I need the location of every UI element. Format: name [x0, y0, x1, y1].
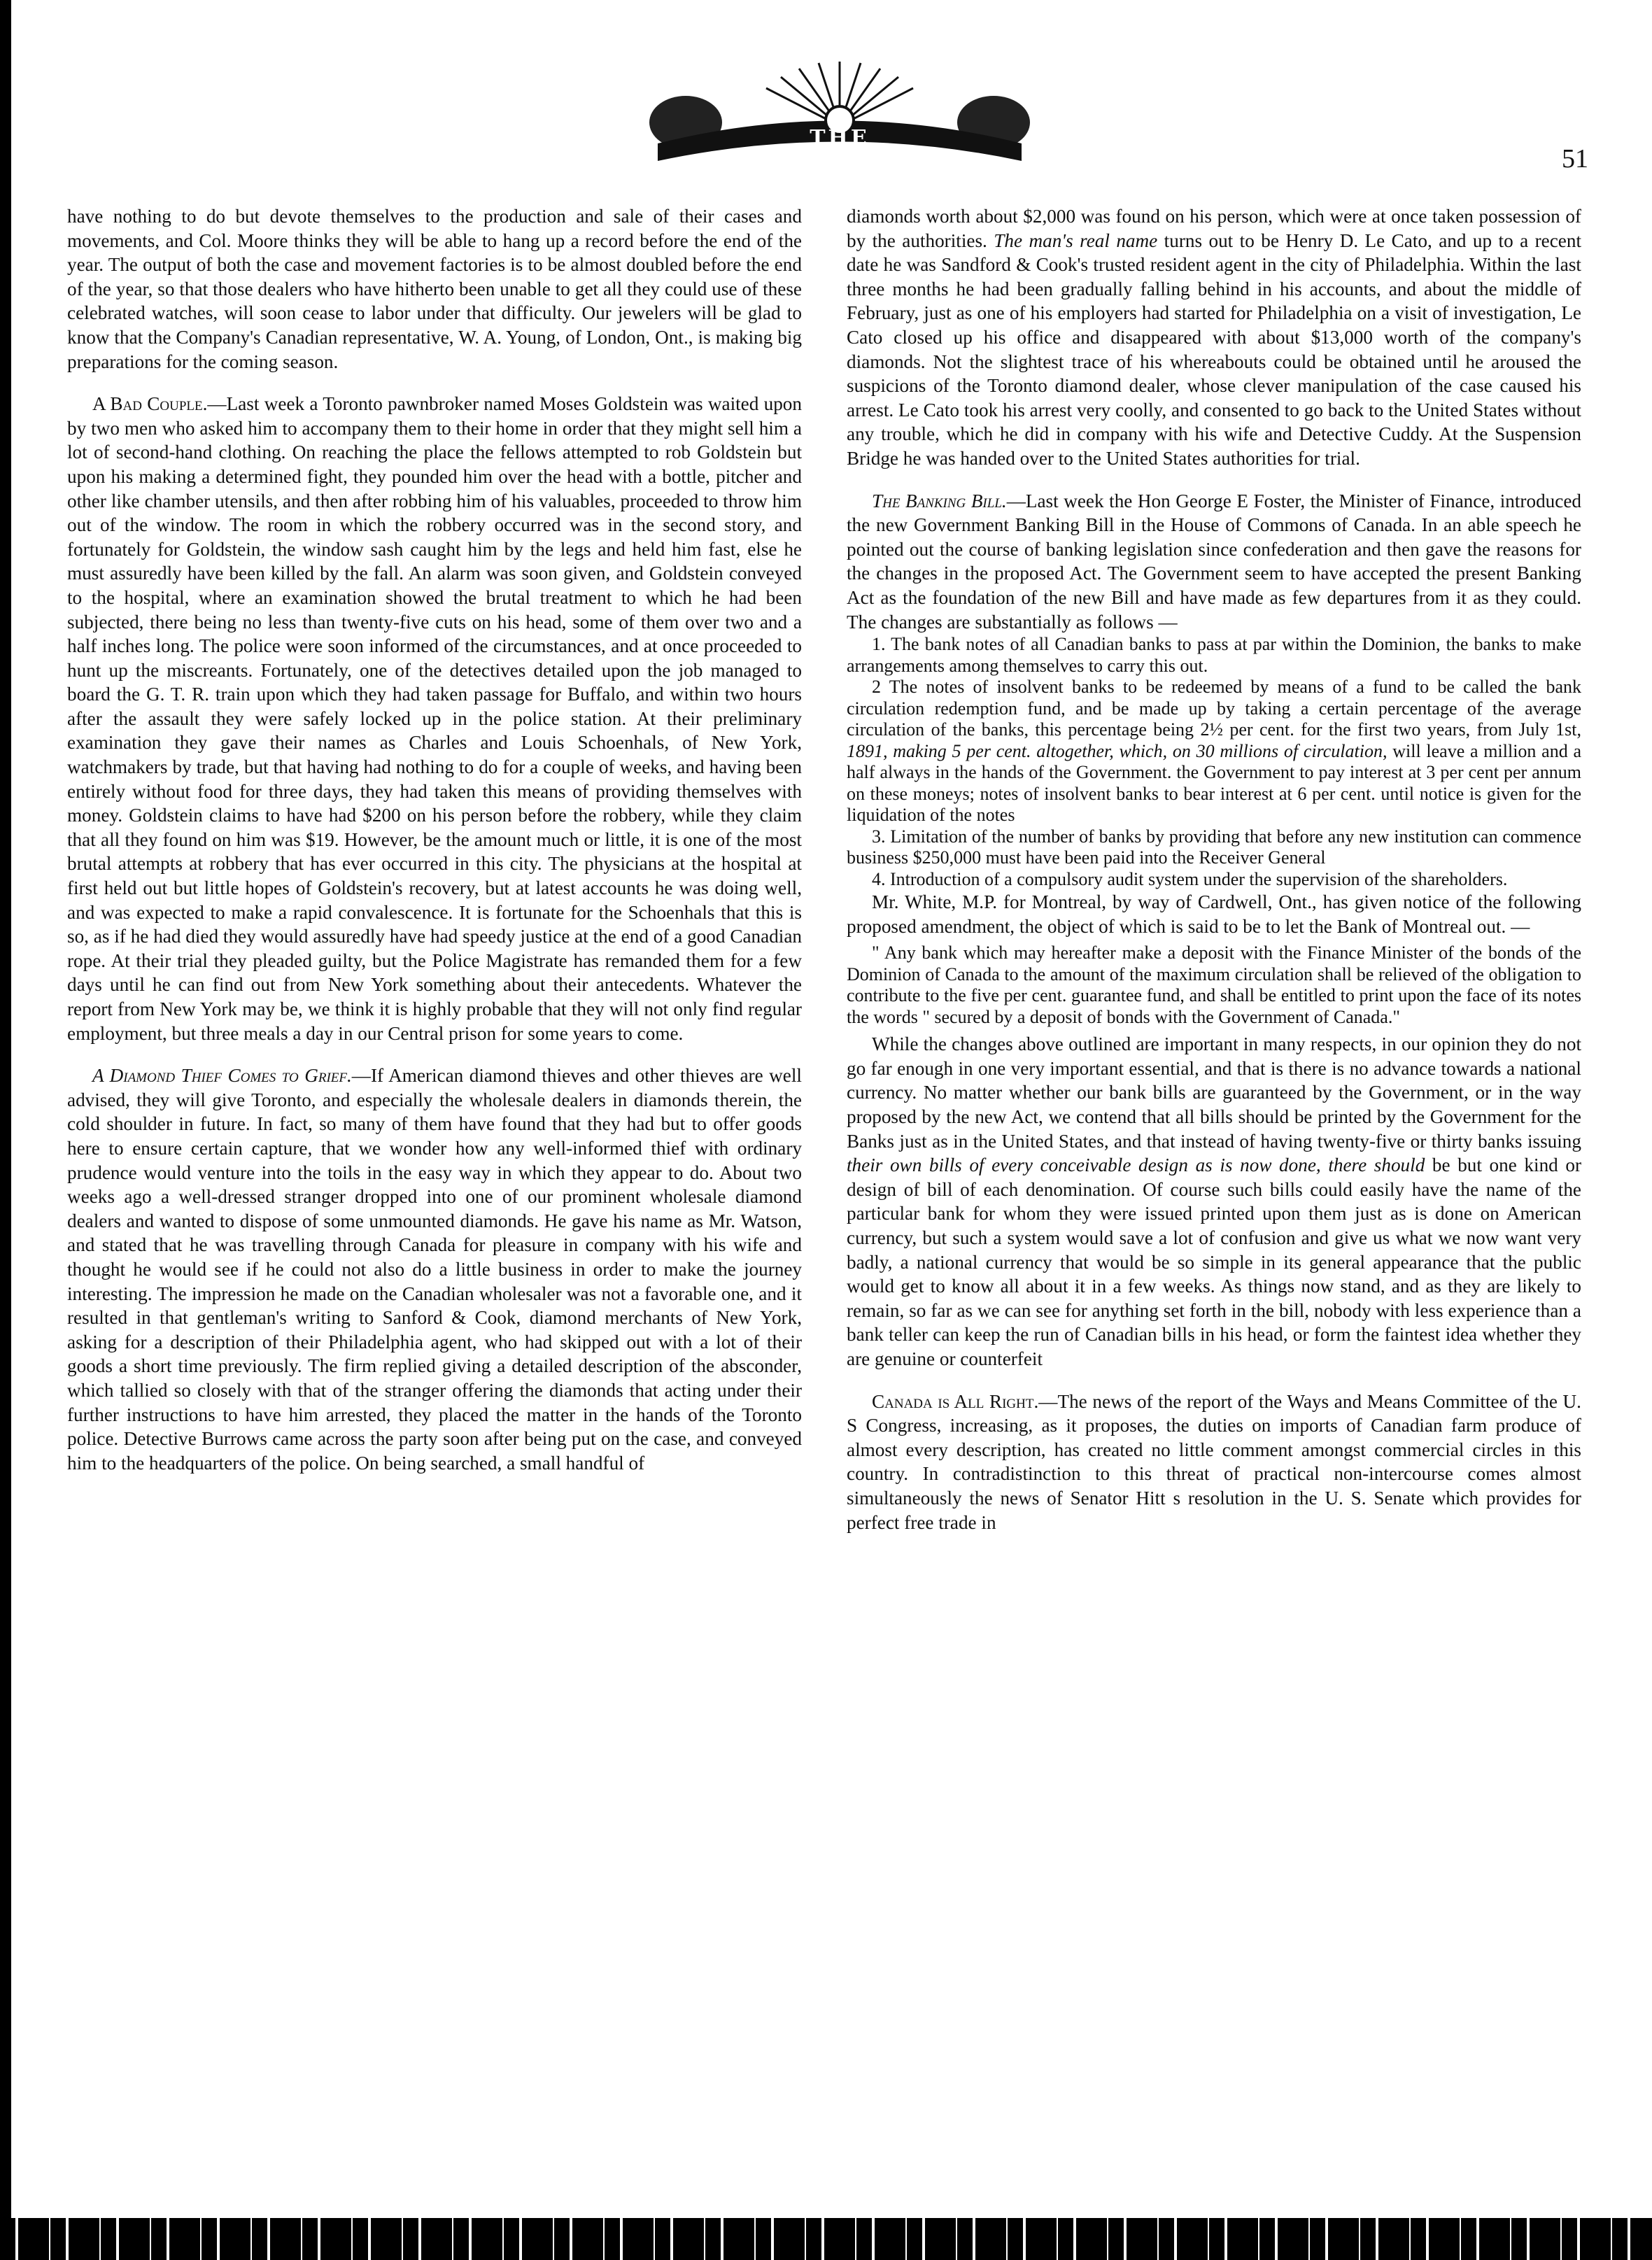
list-item-1: 1. The bank notes of all Canadian banks to pass at par within the Dominion, the banks to make arrangements among themselves to carry this out. [847, 634, 1581, 676]
heading-banking-bill: The Banking Bill. [872, 490, 1007, 511]
body-banking-bill: —Last week the Hon George E Foster, the Minister of Finance, introduced the new Government Banking Bill in the House of Commons of Canada. In an able speech he pointed out the course of banking legislation since confederation and then gave the reasons for the changes in the proposed Act. The Government seem to have accepted the present Banking Act as the foundation of the new Bill and have made as few departures from it as they could. The changes are substantially as follows — [847, 490, 1581, 633]
masthead-title: THE TRADER [780, 126, 899, 175]
body-diamond-thief-cont-c: turns out to be Henry D. Le Cato, and up to a recent date he was Sandford & Cook's trusted resident agent in the city of Philadelphia. Within the last three months he had been gradually falling behind in his accounts, and about the middle of February, just as one of his employers had started for Philadelphia on a visit of investigation, Le Cato closed up his office and disappeared with about $13,000 worth of the company's diamonds. Not the slightest trace of his whereabouts could be obtained until he aroused the suspicions of the Toronto diamond dealer, whose clever manipulation of the case caused his arrest. Le Cato took his arrest very coolly, and consented to go back to the United States without any trouble, which he did in company with his wife and Detective Cuddy. At the Suspension Bridge he was handed over to the United States authorities for trial. [847, 229, 1581, 469]
paragraph-watch-company: have nothing to do but devote themselves to the production and sale of their cases and movements, and Col. Moore thinks they will be able to hang up a record before the end of the year. The output of both the case and movement factories is to be almost doubled before the end of the year, so that those dealers who have hitherto been unable to get all they could use of these celebrated watches, will soon cease to labor under that difficulty. Our jewelers will be glad to know that the Company's Canadian representative, W. A. Young, of London, Ont., is making big preparations for the coming season. [67, 206, 802, 372]
paragraph-white-amendment: Mr. White, M.P. for Montreal, by way of Cardwell, Ont., has given notice of the following proposed amendment, the object of which is said to be to let the Bank of Montreal out. — [847, 891, 1581, 937]
list-item-2 [847, 677, 1581, 826]
masthead-logo [644, 56, 1036, 175]
paragraph-diamond-thief-cont [847, 204, 1581, 471]
paragraph-bad-couple [67, 392, 802, 1045]
page-number: 51 [1562, 144, 1588, 174]
heading-canada-all-right: Canada is All Right. [872, 1390, 1039, 1412]
body-diamond-thief-cont-a: diamonds worth about $2,000 was found on his person, which were at once taken possession of by the authorities. [847, 206, 1581, 251]
bottom-border [0, 2218, 1652, 2260]
paragraph-canada-all-right [847, 1390, 1581, 1535]
binding-edge [0, 0, 11, 2260]
body-diamond-thief-cont-b: The man's real name [994, 229, 1158, 251]
list-item-2-b: 1891, making 5 per cent. altogether, which, on 30 millions of circulation, [847, 740, 1388, 761]
paragraph-diamond-thief [67, 1064, 802, 1475]
list-item-3: 3. Limitation of the number of banks by providing that before any new institution can commence business $250,000 must have been paid into the Receiver General [847, 826, 1581, 868]
body-national-currency-a: While the changes above outlined are important in many respects, in our opinion they do not go far enough in one very important essential, and that is there is no advance towards a national currency. No matter whether our bank bills are guaranteed by the Government, or in the way proposed by the new Act, we contend that all bills should be printed by the Government for the Banks just as in the United States, and that instead of having twenty-five or thirty banks issuing [847, 1033, 1581, 1152]
body-bad-couple: —Last week a Toronto pawnbroker named Moses Goldstein was waited upon by two men who asked him to accompany them to their home in order that they might sell him a lot of second-hand clothing. On reaching the place the fellows attempted to rob Goldstein but upon his making a determined fight, they pounded him over the head with a bottle, pitcher and other like chamber utensils, and then after robbing him of his valuables, proceeded to throw him out of the window. The room in which the robbery occurred was in the second story, and fortunately for Goldstein, the window sash caught him by the legs and held him fast, else he must assuredly have been killed by the fall. An alarm was soon given, and Goldstein conveyed to the hospital, where an examination showed the brutal treatment to which he had been subjected, there being no less than twenty-five cuts on his head, some of them over two and a half inches long. The police were soon informed of the circumstances, and at once proceeded to hunt up the miscreants. Fortunately, one of the detectives detailed upon the job managed to board the G. T. R. train upon which they had taken passage for Buffalo, and within two hours after the assault they were safely locked up in the police station. At their preliminary examination they gave their names as Charles and Louis Schoenhals, of New York, watchmakers by trade, but that having had nothing to do for a couple of weeks, and having been entirely without food for three days, they had taken this means of providing themselves with money. Goldstein claims to have had $200 on his person before the robbery, while they claim that all they found on him was $19. However, be the amount much or little, it is one of the most brutal attempts at robbery that has ever occurred in this city. The physicians at the hospital at first held out but little hopes of Goldstein's recovery, but at latest accounts he was doing well, and was expected to make a rapid convalescence. It is fortunate for the Schoenhals that this is so, as if he had died they would assuredly have had speedy justice at the end of a good Canadian rope. At their trial they pleaded guilty, but the Police Magistrate has remanded them for a few days until he can find out from New York something about their antecedents. Whatever the report from New York may be, we think it is highly probable that they will not only find regular employment, but three meals a day in our Central prison for some years to come. [67, 393, 802, 1044]
list-item-2-c: will leave a million and a half always in the hands of the Government. the Government to pay interest at 3 per cent per annum on these moneys; notes of insolvent banks to bear interest at 6 per cent. until notice is given for the liquidation of the notes [847, 740, 1581, 826]
heading-diamond-thief: A Diamond Thief Comes to Grief. [92, 1065, 352, 1087]
quote-amendment: " Any bank which may hereafter make a deposit with the Finance Minister of the bonds of the Dominion of Canada to the amount of the maximum circulation shall be relieved of the obligation to contribute to the five per cent. guarantee fund, and shall be entitled to print upon the face of its notes the words " secured by a deposit of bonds with the Government of Canada." [847, 942, 1581, 1027]
body-national-currency-c: be but one kind or design of bill of each denomination. Of course such bills could easily have the name of the particular bank for whom they were issued printed upon them just as is done on American currency, but such a system would save a lot of confusion and give us what we now want very badly, a national currency that would be so simple in its general appearance that the public would get to know all about it in a few weeks. As things now stand, and as they are likely to remain, so far as we can see for anything set forth in the bill, nobody with less experience than a bank teller can keep the run of Canadian bills in his head, or form the faintest idea whether they are genuine or counterfeit [847, 1154, 1581, 1369]
body-canada-all-right: —The news of the report of the Ways and Means Committee of the U. S Congress, increasing, as it proposes, the duties on imports of Canadian farm produce of almost every description, has created no little comment amongst commercial circles in this country. In contradistinction to this threat of practical non-intercourse comes almost simultaneously the news of Senator Hitt s resolution in the U. S. Senate which provides for perfect free trade in [847, 1390, 1581, 1533]
list-item-4: 4. Introduction of a compulsory audit system under the supervision of the shareholders. [872, 868, 1508, 889]
paragraph-national-currency [847, 1032, 1581, 1371]
right-column [847, 204, 1581, 2205]
list-item-2-a: 2 The notes of insolvent banks to be redeemed by means of a fund to be called the bank circulation redemption fund, and be made up by taking a certain percentage of the average circulation of the banks, this percentage being 2½ per cent. for the first two years, from July 1st, [847, 677, 1581, 740]
body-national-currency-b: their own bills of every conceivable design as is now done, there should [847, 1154, 1425, 1176]
paragraph-banking-bill [847, 489, 1581, 635]
heading-bad-couple: A Bad Couple. [92, 393, 208, 415]
body-diamond-thief: —If American diamond thieves and other thieves are well advised, they will give Toronto, and especially the wholesale dealers in diamonds therein, the cold shoulder in future. In fact, so many of them have found that they had but to offer goods here to ensure certain capture, that we wonder how any well-informed thief with ordinary prudence would venture into the toils in the easy way in which they appear to do. About two weeks ago a well-dressed stranger dropped into one of our prominent wholesale diamond dealers and wanted to dispose of some unmounted diamonds. He gave his name as Mr. Watson, and stated that he was travelling through Canada for pleasure in company with his wife and thought he would see if he could not also do a little business in order to make the journey interesting. The impression he made on the Canadian wholesaler was not a favorable one, and it resulted in that gentleman's writing to Sanford & Cook, diamond merchants of New York, asking for a description of their Philadelphia agent, who had skipped out with a lot of their goods a short time previously. The firm replied giving a detailed description of the absconder, which tallied so closely with that of the stranger offering the diamonds that acting under their further instructions to have him arrested, they placed the matter in the hands of the Toronto police. Detective Burrows came across the party soon after being put on the case, and conveyed him to the headquarters of the police. On being searched, a small handful of [67, 1065, 802, 1474]
left-column [67, 204, 802, 2205]
